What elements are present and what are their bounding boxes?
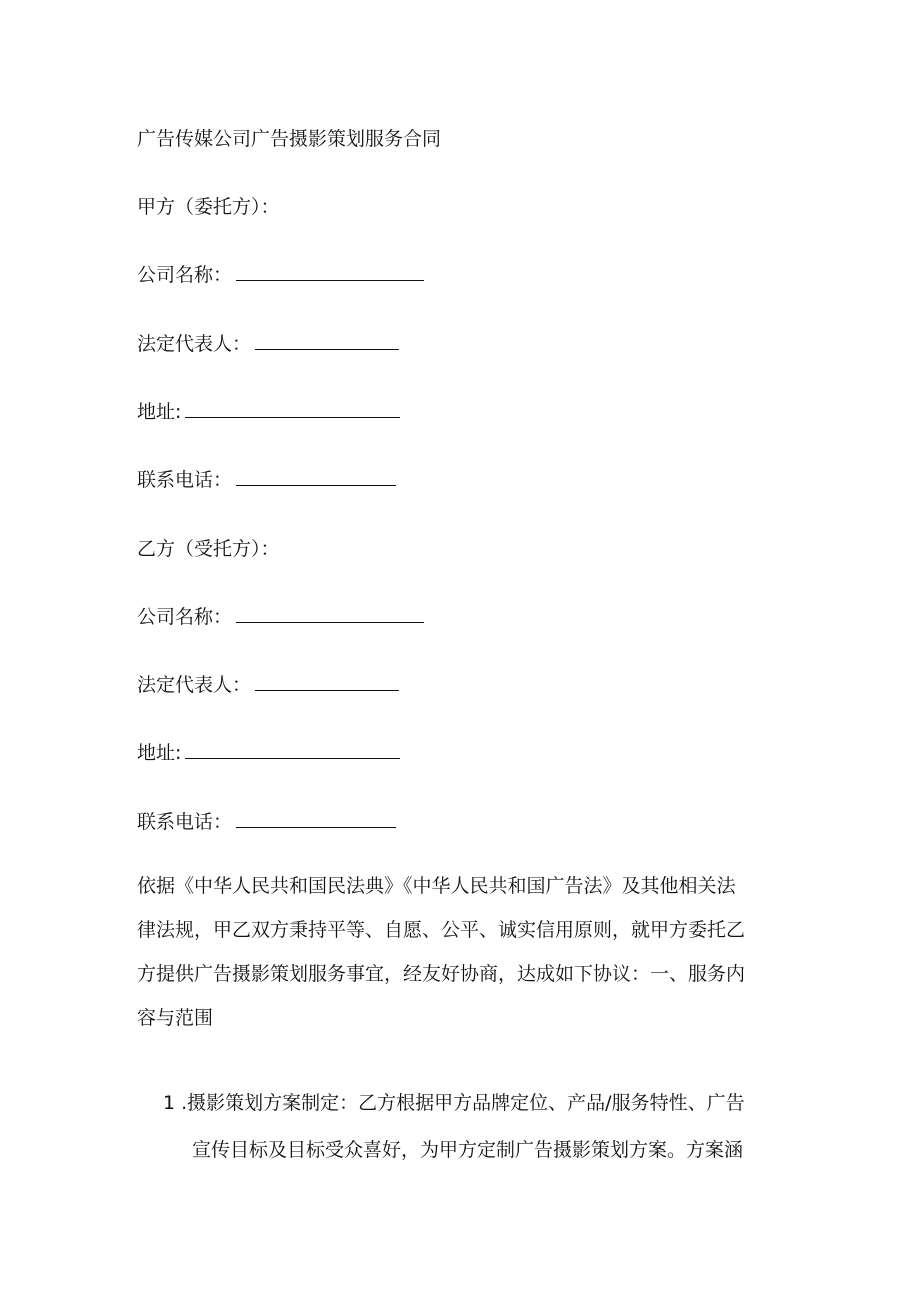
party-a-company-blank bbox=[236, 262, 424, 281]
party-b-rep-blank bbox=[255, 672, 399, 691]
party-a-phone-blank bbox=[236, 467, 396, 486]
party-a-phone-label: 联系电话： bbox=[137, 469, 233, 491]
party-b-phone-row bbox=[137, 807, 396, 834]
party-b-company-label: 公司名称： bbox=[137, 606, 233, 628]
intro-line: 律法规，甲乙双方秉持平等、自愿、公平、诚实信用原则，就甲方委托乙 bbox=[137, 919, 746, 941]
party-a-heading bbox=[137, 192, 280, 219]
item-1-line-1: 1 .摄影策划方案制定：乙方根据甲方品牌定位、产品/服务特性、广告 bbox=[163, 1092, 745, 1114]
party-b-heading-text: 乙方（受托方）： bbox=[137, 538, 280, 560]
party-b-phone-label: 联系电话： bbox=[137, 811, 233, 833]
item-1-line-2: 宣传目标及目标受众喜好，为甲方定制广告摄影策划方案。方案涵 bbox=[192, 1139, 744, 1161]
party-a-rep-label: 法定代表人： bbox=[137, 333, 252, 355]
party-b-address-blank bbox=[185, 740, 400, 759]
party-b-heading bbox=[137, 534, 280, 561]
party-a-address-label: 地址: bbox=[137, 401, 182, 423]
party-a-rep-blank bbox=[255, 331, 399, 350]
party-b-phone-blank bbox=[236, 809, 396, 828]
party-b-address-row bbox=[137, 738, 400, 765]
party-a-phone-row bbox=[137, 465, 396, 492]
intro-line: 依据《中华人民共和国民法典》《中华人民共和国广告法》及其他相关法 bbox=[137, 875, 736, 897]
party-b-rep-row bbox=[137, 670, 399, 697]
document-title: 广告传媒公司广告摄影策划服务合同 bbox=[137, 128, 442, 150]
intro-paragraph bbox=[137, 864, 785, 1040]
party-b-company-row bbox=[137, 602, 424, 629]
party-b-rep-label: 法定代表人： bbox=[137, 674, 252, 696]
party-a-company-label: 公司名称： bbox=[137, 264, 233, 286]
intro-line: 方提供广告摄影策划服务事宜，经友好协商，达成如下协议：一、服务内 bbox=[137, 963, 746, 985]
party-a-heading-text: 甲方（委托方）： bbox=[137, 196, 280, 218]
party-a-address-blank bbox=[185, 399, 400, 418]
party-a-rep-row bbox=[137, 329, 399, 356]
party-a-company-row bbox=[137, 260, 424, 287]
party-b-company-blank bbox=[236, 604, 424, 623]
party-b-address-label: 地址: bbox=[137, 742, 182, 764]
intro-line: 容与范围 bbox=[137, 1007, 214, 1029]
party-a-address-row bbox=[137, 397, 400, 424]
